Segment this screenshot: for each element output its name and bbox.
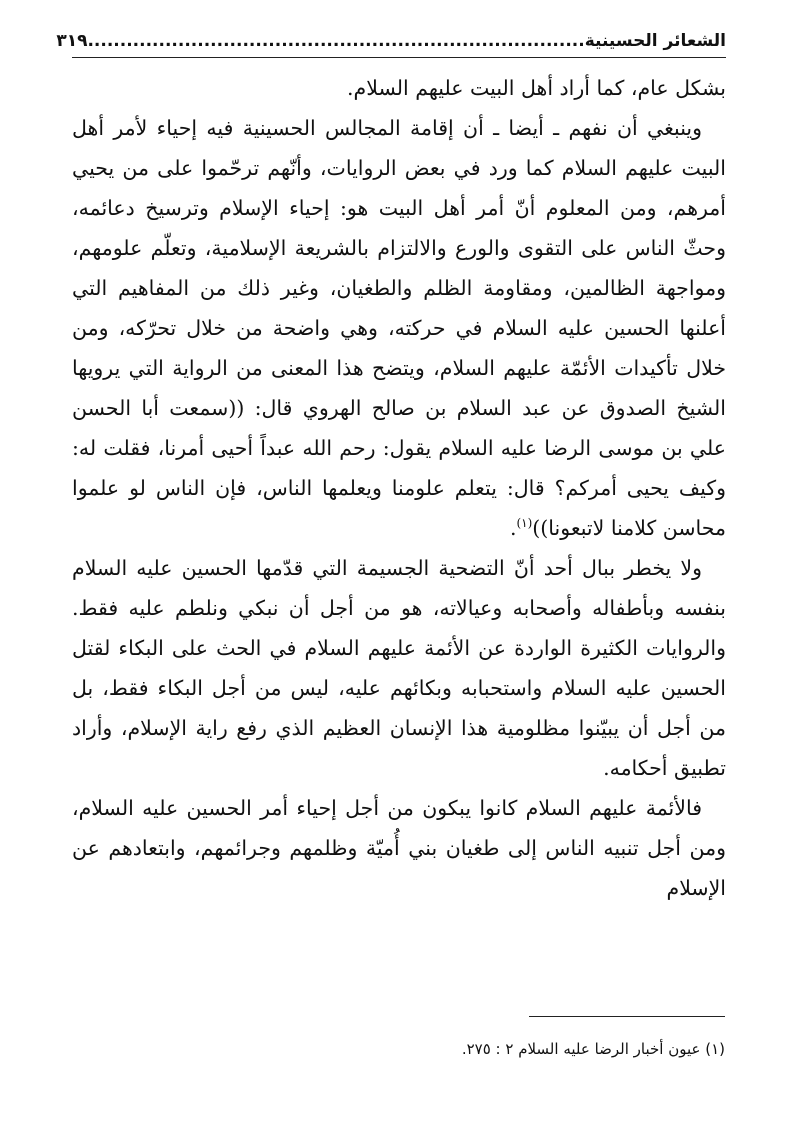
book-page [56,28,726,908]
chapter-title: الشعائر الحسينية [584,31,726,51]
running-header-title [87,28,726,54]
page-number: ٣١٩ [56,31,88,51]
leader-dots: ............................................................................. [87,31,585,51]
paragraph-4: فالأئمة عليهم السلام كانوا يبكون من أجل إحياء أمر الحسين عليه السلام، ومن أجل تنبيه الناس إلى طغيان بني أُميّة وظلمهم وجرائمهم، وابتعادهم عن الإسلام [72,796,726,900]
body-text [72,68,726,908]
running-header [56,28,726,58]
paragraph-1: بشكل عام، كما أراد أهل البيت عليهم السلام. [347,76,726,100]
footnote-separator [529,1016,725,1017]
paragraph-2 [72,108,726,548]
footnote: (١) عيون أخبار الرضا عليه السلام ٢ : ٢٧٥. [461,1040,725,1058]
footnote-reference: (١) [516,516,533,531]
paragraph-2-end: . [509,516,517,540]
paragraph-2-text: وينبغي أن نفهم ـ أيضا ـ أن إقامة المجالس الحسينية فيه إحياء لأمر أهل البيت عليهم السلام كما ورد في بعض الروايات، وأنّهم ترحّموا على من يحيي أمرهم، ومن المعلوم أنّ أمر أهل البيت هو: إحياء الإسلام وترسيخ دعائمه، وحثّ الناس على التقوى والورع والالتزام بالشريعة الإسلامية، وتعلّم علومهم، ومواجهة الظالمين، ومقاومة الظلم والطغيان، وغير ذلك من المفاهيم التي أعلنها الحسين عليه السلام في حركته، وهي واضحة من خلال تحرّكه، ومن خلال تأكيدات الأئمّة عليهم السلام، ويتضح هذا المعنى من الرواية التي يرويها الشيخ الصدوق عن عبد السلام بن صالح الهروي قال: ((سمعت أبا الحسن علي بن موسى الرضا عليه السلام يقول: رحم الله عبداً أحيى أمرنا، فقلت له: وكيف يحيى أمركم؟ قال: يتعلم علومنا ويعلمها الناس، فإن الناس لو علموا محاسن كلامنا لاتبعونا)) [72,116,726,540]
paragraph-3: ولا يخطر ببال أحد أنّ التضحية الجسيمة التي قدّمها الحسين عليه السلام بنفسه وبأطفاله وأصحابه وعيالاته، هو من أجل أن نبكي ونلطم عليه فقط. والروايات الكثيرة الواردة عن الأئمة عليهم السلام في الحث على البكاء لقتل الحسين عليه السلام واستحبابه وبكائهم عليه، ليس من أجل البكاء فقط، بل من أجل أن يبيّنوا مظلومية هذا الإنسان العظيم الذي رفع راية الإسلام، وأراد تطبيق أحكامه. [72,556,726,780]
